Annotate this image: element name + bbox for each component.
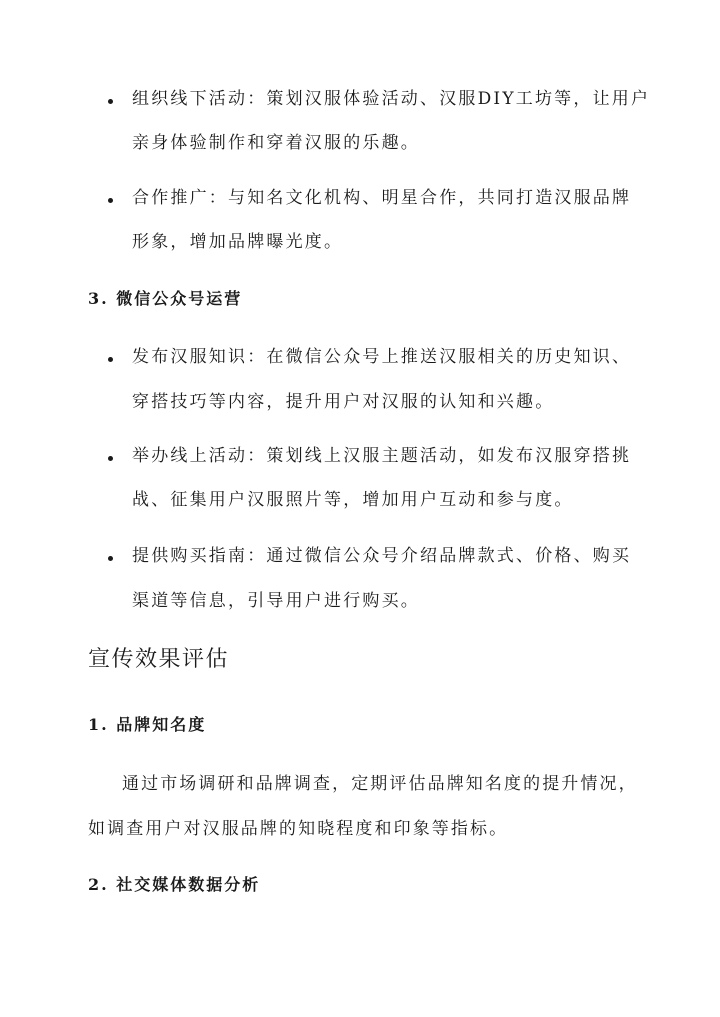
list-item-text-line: 形象，增加品牌曝光度。	[132, 232, 344, 252]
list-item-text-line: 亲身体验制作和穿着汉服的乐趣。	[132, 133, 420, 153]
subsection-heading: 2. 社交媒体数据分析	[88, 875, 261, 894]
list-item-text-line: 发布汉服知识：在微信公众号上推送汉服相关的历史知识、	[132, 347, 632, 367]
bullet-icon	[108, 198, 113, 203]
paragraph-line: 如调查用户对汉服品牌的知晓程度和印象等指标。	[88, 819, 509, 839]
bullet-icon	[108, 357, 113, 362]
list-item-text-line: 提供购买指南：通过微信公众号介绍品牌款式、价格、购买	[132, 546, 632, 566]
list-item-text-line: 组织线下活动：策划汉服体验活动、汉服DIY工坊等，让用户	[132, 89, 651, 109]
list-item-text-line: 举办线上活动：策划线上汉服主题活动，如发布汉服穿搭挑	[132, 446, 632, 466]
bullet-icon	[108, 99, 113, 104]
list-item-text-line: 战、征集用户汉服照片等，增加用户互动和参与度。	[132, 490, 574, 510]
subsection-heading: 1. 品牌知名度	[88, 715, 207, 734]
bullet-icon	[108, 556, 113, 561]
section-title: 宣传效果评估	[88, 647, 230, 672]
list-item-text-line: 穿搭技巧等内容，提升用户对汉服的认知和兴趣。	[132, 392, 555, 412]
list-item-text-line: 渠道等信息，引导用户进行购买。	[132, 591, 420, 611]
bullet-icon	[108, 456, 113, 461]
section-heading: 3. 微信公众号运营	[88, 289, 243, 308]
paragraph-line: 通过市场调研和品牌调查，定期评估品牌知名度的提升情况，	[122, 774, 638, 794]
list-item-text-line: 合作推广：与知名文化机构、明星合作，共同打造汉服品牌	[132, 188, 632, 208]
